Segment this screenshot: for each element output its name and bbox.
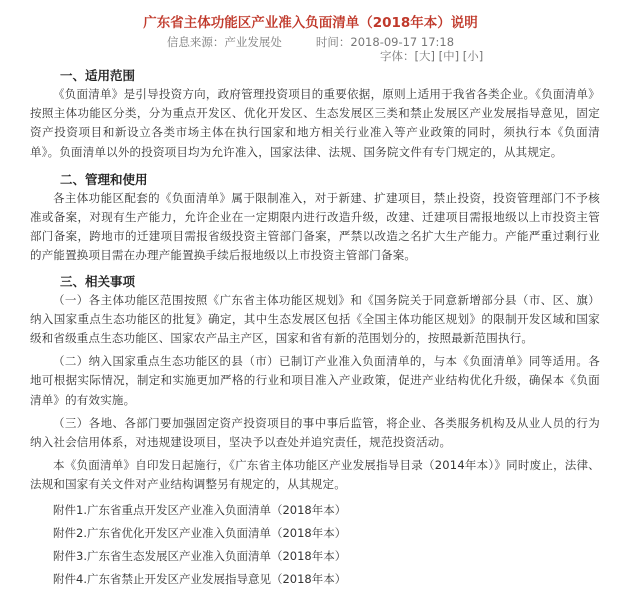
attachment-item: 附件4.广东省禁止开发区产业发展指导意见（2018年本） [53,571,347,586]
paragraph: 《负面清单》是引导投资方向，政府管理投资项目的重要依据，原则上适用于我省各类企业。《负面清单》按照主体功能区分类，分为重点开发区、优化开发区、生态发展区三类和禁止发展区产业发展指导意见，固定资产投资项目和新设立各类市场主体在执行国家和地方相关行业准入等产业政策的同时，须执行本《负面清单》。负面清单以外的投资项目均为允许准入，国家法律、法规、国务院文件有专门规定的，从其规定。 [30,87,600,159]
paragraph: （三）各地、各部门要加强固定资产投资项目的事中事后监管，将企业、各类服务机构及从业人员的行为纳入社会信用体系，对违规建设项目，坚决予以查处并追究责任，规范投资活动。 [30,415,600,450]
paragraph: 本《负面清单》自印发日起施行，《广东省主体功能区产业发展指导目录（2014年本）》同时废止，法律、法规和国家有关文件对产业结构调整另有规定的，从其规定。 [30,458,600,492]
font-size-switcher [380,48,483,64]
attachment-item: 附件2.广东省优化开发区产业准入负面清单（2018年本） [53,525,347,540]
paragraph: （二）纳入国家重点生态功能区的县（市）已制订产业准入负面清单的，与本《负面清单》同等适用。各地可根据实际情况，制定和实施更加严格的行业和项目准入产业政策，促进产业结构优化升级，确保本《负面清单》的有效实施。 [30,354,600,407]
font-size-small-link[interactable]: [小] [462,49,484,63]
page-title: 广东省主体功能区产业准入负面清单（2018年本）说明 [143,15,478,31]
attachment-item: 附件3.广东省生态发展区产业准入负面清单（2018年本） [53,548,347,563]
font-size-large-link[interactable]: [大] [414,49,435,63]
article-meta [0,34,621,50]
article-body [30,66,600,591]
paragraph: （一）各主体功能区范围按照《广东省主体功能区规划》和《国务院关于同意新增部分县（市、区、旗）纳入国家重点生态功能区的批复》确定，其中生态发展区包括《全国主体功能区规划》的限制开发区域和国家级和省级重点生态功能区、国家农产品主产区，国家和省有新的范围划分的，按照最新范围执行。 [30,292,600,346]
paragraph: 各主体功能区配套的《负面清单》属于限制准入，对于新建、扩建项目，禁止投资，投资管理部门不予核准或备案，对现有生产能力，允许企业在一定期限内进行改造升级，改建、迁建项目需报地级以上市投资主管部门备案，跨地市的迁建项目需报省级投资主管部门备案，严禁以改造之名扩大生产能力。产能严重过剩行业的产能置换项目需在办理产能置换手续后报地级以上市投资主管部门备案。 [30,190,600,263]
attachment-item: 附件1.广东省重点开发区产业准入负面清单（2018年本） [53,502,347,517]
section-heading: 二、管理和使用 [60,171,148,187]
source-label: 信息来源：产业发展处 [166,35,282,49]
section-heading: 一、适用范围 [60,68,136,83]
font-size-label: 字体： [380,49,415,63]
font-size-medium-link[interactable]: [中] [438,49,460,63]
section-heading: 三、相关事项 [60,273,136,289]
publish-time: 时间：2018-09-17 17:18 [315,35,455,49]
